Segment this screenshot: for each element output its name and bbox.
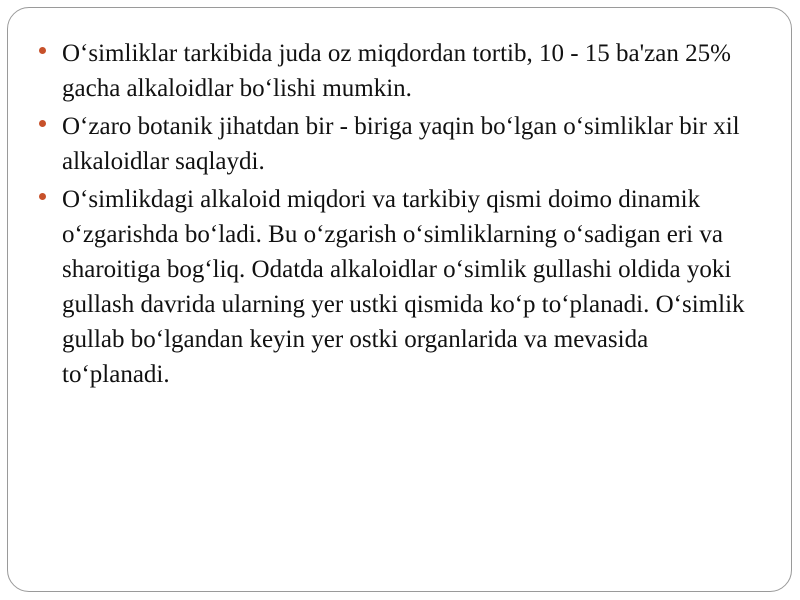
bullet-text: O‘simlikdagi alkaloid miqdori va tarkibiy qismi doimo dinamik o‘zgarishda bo‘ladi. Bu o‘zgarish o‘simliklarning o‘sadigan eri va sharoitiga bog‘liq. Odatda alkaloidlar o‘simlik gullashi oldida yoki gullash davrida ularning yer ustki qismida ko‘p to‘planadi. O‘simlik gullab bo‘lgandan keyin yer ostki organlarida va mevasida to‘planadi. <box>62 186 745 388</box>
bullet-dot-icon <box>39 47 46 54</box>
bullet-item <box>38 109 758 179</box>
bullet-item <box>38 182 758 392</box>
bullet-dot-icon <box>39 120 46 127</box>
bullet-dot-icon <box>39 193 46 200</box>
bullet-list <box>38 36 758 395</box>
bullet-item <box>38 36 758 106</box>
bullet-text: O‘simliklar tarkibida juda oz miqdordan tortib, 10 - 15 ba'zan 25% gacha alkaloidlar bo‘lishi mumkin. <box>62 40 731 102</box>
bullet-text: O‘zaro botanik jihatdan bir - biriga yaqin bo‘lgan o‘simliklar bir xil alkaloidlar saqlaydi. <box>62 113 740 175</box>
